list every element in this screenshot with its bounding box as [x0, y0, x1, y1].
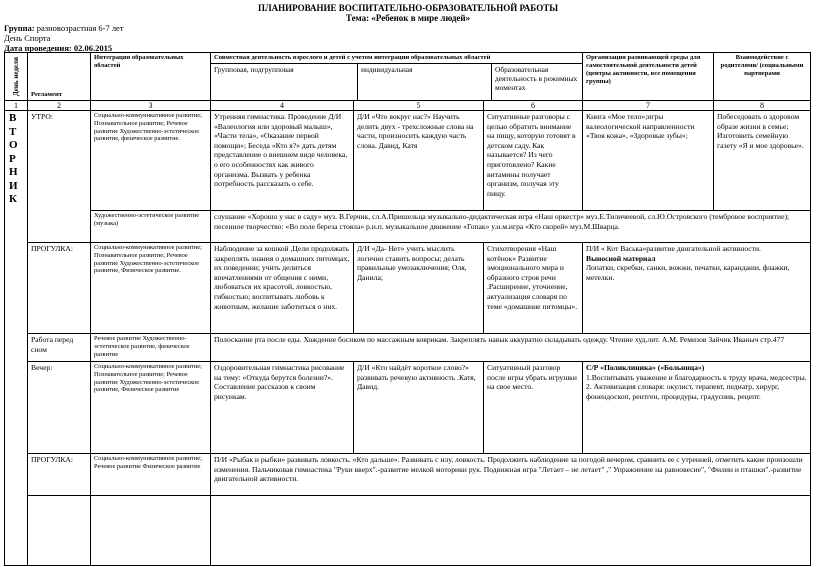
theme-title: Тема: «Ребенок в мире людей»: [345, 13, 471, 23]
walk-env-list: Лопатки, скребки, санки, вожжи, печатки, карандаши, флажки, метелки.: [586, 263, 790, 282]
header-individual: индивидуальная: [358, 64, 492, 100]
col-number: 7: [583, 101, 714, 111]
evening-env-text: 1.Воспитывать уважение и благодарность к труду врача, медсестры. 2. Активизация словаря: окулист, терапевт, педиатр, хирург, фонендоскоп, рентген, процедуры, градусник, рецепт.: [586, 372, 807, 401]
plan-table: [4, 52, 811, 566]
group-line: [4, 23, 124, 33]
column-numbers-row: [5, 101, 811, 111]
empty-cell: [28, 496, 91, 566]
morning-integration: Социально-коммуникативное развитие; Познавательное развитие; Речевое развитие Художественно-эстетическое развитие, физическое развитие.: [91, 111, 211, 211]
evening-individual: Д/И «Кто найдёт короткое слово?» развивать речевую активность .Катя, Давид.: [354, 362, 484, 454]
page-title: ПЛАНИРОВАНИЕ ВОСПИТАТЕЛЬНО-ОБРАЗОВАТЕЛЬНОЙ РАБОТЫ: [257, 3, 559, 13]
group-label: Группа:: [4, 23, 35, 33]
header-parents: Взаимодействие с родителями/ (социальными партнерами: [714, 53, 811, 101]
evening-env-title: С/Р «Поликлиника» («Больница»): [586, 363, 705, 372]
morning-individual: Д/И «Что вокруг нас?» Научить делить двух - трехсложные слова на части, произносить каждую часть слова. Давид, Катя: [354, 111, 484, 211]
morning-group: Утренняя гимнастика. Проведение Д/И «Валеология или здоровый малыш», «Части тела», «Оказание первой помощи»; Беседа «Кто я?» дать детям представление о внешнем виде человека, о его особенностях как живого организма. Вызвать у ребенка потребность рассказать о себе.: [211, 111, 354, 211]
day-letter: Р: [9, 152, 16, 165]
col-number: 8: [714, 101, 811, 111]
morning-regime: Ситуативные разговоры с целью обратить внимание на пищу, которую готовят в детском саду. Как называется? Из чего приготовлено? Какие витамины получает организм, получая эту пищу.: [484, 111, 583, 211]
row-walk: [5, 243, 811, 334]
evening-environment: [583, 362, 811, 454]
walk2-reglament: ПРОГУЛКА:: [28, 454, 91, 496]
header-row: [5, 53, 811, 101]
header-environment: Организация развивающей среды для самостоятельной деятельности детей (центры активности, все помещения группы): [583, 53, 714, 101]
col-number: 3: [91, 101, 211, 111]
header-integration: Интеграция образовательных областей: [91, 53, 211, 101]
evening-regime: Ситуативный разговор после игры убрать игрушки на свое место.: [484, 362, 583, 454]
header-regime: Образовательная деятельность в режимных моментах: [495, 65, 578, 92]
evening-integration: Социально-коммуникативное развитие; Познавательное развитие; Речевое развитие Художественно-эстетическое развитие, Физическое развитие: [91, 362, 211, 454]
day-of-week-cell: [5, 111, 28, 566]
music-text: слушание «Хорошо у нас в саду» муз. В.Герчик, сл.А.Пришельца музыкально-дидактическая игра «Наш оркестр» муз.Е.Тиличеевой, сл.Ю.Островского (тембровое восприятие); песенное творчество: «Во поле береза стояла» р.н.п. музыкальное движение «Гопак» у.н.м.игра «Кто скорей» муз.М.Шварца.: [211, 211, 811, 243]
row-before-sleep: [5, 334, 811, 362]
header-subcols: [211, 64, 582, 100]
evening-group: Оздоровительная гимнастика рисование на тему: «Откуда берутся болезни?». Составление рассказов к своим рисункам.: [211, 362, 354, 454]
before-sleep-reglament: Работа перед сном: [28, 334, 91, 362]
row-empty: [5, 496, 811, 566]
header-joint-cell: [211, 53, 583, 101]
walk2-text: П/И «Рыбак и рыбки» развивать ловкость. «Кто дальше». Развивать с илу, ловкость. Продолжить наблюдение за погодой вечером, сравнить ее с утренней, отметить какие произошли изменения. Пальчиковая гимнастика "Руки вверх".-развитие мелкой моторики рук. Подвижная игра "Летает – не летает" ," Упражнение на равновесие", "Филин и пташки".-развитие двигательной активности.: [211, 454, 811, 496]
group-value: разновозрастная 6-7 лет: [34, 23, 124, 33]
walk-reglament: ПРОГУЛКА:: [28, 243, 91, 334]
walk-environment: [583, 243, 811, 334]
header-group: Групповая, подгрупповая: [211, 64, 358, 100]
header-joint: Совместная деятельность взрослого и детей с учетом интеграции образовательных областей: [211, 53, 582, 64]
walk-env-bold: Выносной материал: [586, 253, 656, 263]
header-reglament: Регламент: [28, 53, 91, 101]
row-music: [5, 211, 811, 243]
walk-group: Наблюдение за кошкой ,Цели продолжать закреплять знания о домашних питомцах, их поведении; учить делиться впечатлениями от общения с ними, любоваться их красотой, ловкостью, гибкостью; воспитывать любовь к животным, желание заботиться о них.: [211, 243, 354, 334]
date-line: Дата проведения: 02.06.2015: [4, 43, 113, 53]
col-number: 6: [484, 101, 583, 111]
row-evening: [5, 362, 811, 454]
col-number: 2: [28, 101, 91, 111]
header-day-of-week: День недели: [12, 56, 20, 97]
morning-environment: Книга «Мое тело»;игры валеологической направленности «Твоя кожа», «Здоровые зубы»;: [583, 111, 714, 211]
before-sleep-text: Полоскание рта после еды. Хождение босиком по массажным коврикам. Закреплять навык аккуратно складывать одежду. Чтение худ.лит. А.М. Ремизов Зайчик Иваныч стр.477: [211, 334, 811, 362]
morning-parents: Побеседовать о здоровом образе жизни в семье; Изготовить семейную газету «Я и мое здоровье».: [714, 111, 811, 211]
empty-cell: [91, 496, 211, 566]
day-letter: В: [9, 112, 17, 124]
walk-env-text: П/И « Кот Васька»развитие двигательной активности.: [586, 244, 761, 253]
walk-integration: Социально-коммуникативное развитие; Познавательное развитие; Речевое развитие Художественно-эстетическое развитие, Физическое развитие.: [91, 243, 211, 334]
col-number: 4: [211, 101, 354, 111]
walk-individual: Д/И «Да- Нет» учить мыслить логично ставить вопросы; делать правильные умозаключения; Оля, Данила;: [354, 243, 484, 334]
day-letter: К: [9, 193, 17, 205]
day-letter: О: [9, 139, 18, 151]
empty-cell: [211, 496, 811, 566]
music-integration: Художественно-эстетическое развитие (музыка): [91, 211, 211, 243]
day-letter: Т: [9, 125, 17, 138]
day-letter: Н: [9, 166, 18, 178]
evening-reglament: Вечер:: [28, 362, 91, 454]
row-walk2: [5, 454, 811, 496]
morning-reglament: УТРО:: [28, 111, 91, 243]
row-morning: [5, 111, 811, 211]
col-number: 5: [354, 101, 484, 111]
walk2-integration: Социально-коммуникативное развитие; Речевое развитие Физическое развитие: [91, 454, 211, 496]
walk-regime: Стихотворения «Наш котёнок» Развитие эмоционального мира и образного строя речи .Расширение, уточнение, актуализация словаря по теме «домашние питомцы».: [484, 243, 583, 334]
day-letter: И: [9, 179, 18, 192]
day-name: День Спорта: [4, 33, 51, 43]
before-sleep-integration: Речевое развитие Художественно-эстетическое развитие, физическое развитие: [91, 334, 211, 362]
col-number: 1: [5, 101, 28, 111]
